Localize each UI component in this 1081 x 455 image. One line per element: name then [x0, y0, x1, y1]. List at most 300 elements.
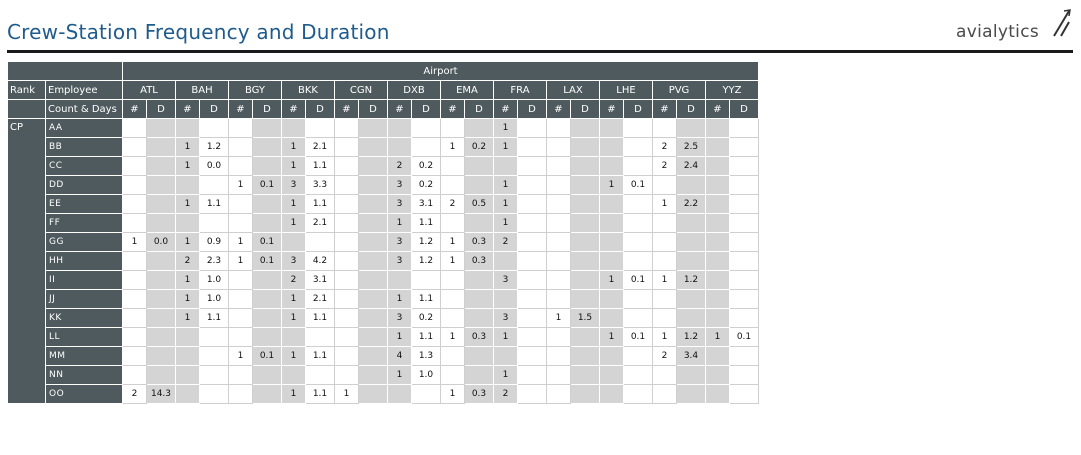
days-cell: [730, 195, 759, 214]
days-cell: [518, 214, 547, 233]
count-cell: [547, 271, 571, 290]
count-cell: 1: [176, 290, 200, 309]
count-cell: [706, 157, 730, 176]
avialytics-logo: [956, 8, 1076, 48]
count-cell: 1: [388, 366, 412, 385]
count-cell: [123, 119, 147, 138]
days-cell: 0.5: [465, 195, 494, 214]
count-column-header: #: [600, 100, 624, 119]
days-cell: [518, 233, 547, 252]
days-cell: [571, 119, 600, 138]
table-row: [8, 252, 759, 271]
days-cell: [677, 366, 706, 385]
days-cell: [253, 366, 282, 385]
days-cell: [359, 328, 388, 347]
days-cell: [147, 290, 176, 309]
days-cell: 0.0: [200, 157, 229, 176]
employee-cell: MM: [46, 347, 123, 366]
count-cell: [388, 119, 412, 138]
days-cell: 1.2: [677, 271, 706, 290]
count-cell: 1: [494, 119, 518, 138]
days-cell: [730, 347, 759, 366]
days-cell: [465, 309, 494, 328]
days-cell: 1.2: [412, 252, 441, 271]
days-cell: 1.1: [306, 309, 335, 328]
days-column-header: D: [465, 100, 494, 119]
days-cell: 1.1: [306, 195, 335, 214]
count-column-header: #: [653, 100, 677, 119]
count-cell: [547, 328, 571, 347]
table-row: [8, 385, 759, 404]
days-cell: 1.1: [200, 309, 229, 328]
table-row: [8, 214, 759, 233]
count-cell: 2: [653, 138, 677, 157]
count-cell: 1: [229, 233, 253, 252]
days-cell: 2.1: [306, 214, 335, 233]
count-cell: [335, 366, 359, 385]
count-cell: [706, 309, 730, 328]
employee-header: Employee: [46, 81, 123, 100]
days-cell: 0.1: [624, 176, 653, 195]
count-cell: [706, 214, 730, 233]
days-cell: 4.2: [306, 252, 335, 271]
days-cell: [730, 252, 759, 271]
days-cell: [147, 195, 176, 214]
count-cell: [176, 214, 200, 233]
rank-subheader-blank: [8, 100, 46, 119]
days-cell: [571, 271, 600, 290]
count-column-header: #: [123, 100, 147, 119]
count-cell: [282, 366, 306, 385]
count-cell: 1: [388, 290, 412, 309]
count-cell: 1: [282, 309, 306, 328]
days-cell: 0.0: [147, 233, 176, 252]
count-column-header: #: [706, 100, 730, 119]
days-cell: [200, 347, 229, 366]
days-cell: [571, 328, 600, 347]
days-cell: 0.1: [253, 176, 282, 195]
count-cell: 1: [441, 328, 465, 347]
count-cell: [547, 385, 571, 404]
count-cell: [547, 252, 571, 271]
days-cell: [412, 271, 441, 290]
logo-text: avialytics: [956, 22, 1039, 42]
days-cell: [677, 309, 706, 328]
count-cell: [123, 252, 147, 271]
count-cell: [547, 233, 571, 252]
count-cell: [600, 290, 624, 309]
days-cell: [306, 366, 335, 385]
count-cell: [441, 157, 465, 176]
count-cell: [176, 328, 200, 347]
count-cell: [335, 309, 359, 328]
days-cell: 14.3: [147, 385, 176, 404]
days-cell: [730, 233, 759, 252]
days-column-header: D: [306, 100, 335, 119]
table-row: [8, 157, 759, 176]
count-cell: [494, 252, 518, 271]
employee-cell: CC: [46, 157, 123, 176]
count-cell: 1: [229, 347, 253, 366]
days-cell: [253, 214, 282, 233]
count-cell: [706, 290, 730, 309]
days-cell: 0.1: [624, 328, 653, 347]
count-cell: [176, 347, 200, 366]
count-cell: [547, 195, 571, 214]
days-cell: [624, 252, 653, 271]
count-cell: 1: [494, 328, 518, 347]
days-cell: [518, 252, 547, 271]
days-cell: [571, 385, 600, 404]
days-cell: [465, 271, 494, 290]
employee-cell: LL: [46, 328, 123, 347]
days-cell: [200, 385, 229, 404]
header-row-measures: [8, 100, 759, 119]
count-cell: 2: [653, 347, 677, 366]
days-cell: [624, 233, 653, 252]
count-cell: [494, 157, 518, 176]
count-cell: 4: [388, 347, 412, 366]
count-column-header: #: [441, 100, 465, 119]
count-cell: 2: [441, 195, 465, 214]
days-cell: 0.1: [253, 347, 282, 366]
days-cell: 1.1: [306, 347, 335, 366]
count-cell: [547, 119, 571, 138]
days-cell: 0.3: [465, 385, 494, 404]
days-cell: [306, 233, 335, 252]
employee-cell: KK: [46, 309, 123, 328]
count-cell: [123, 176, 147, 195]
days-cell: 2.5: [677, 138, 706, 157]
days-cell: 1.1: [306, 385, 335, 404]
days-cell: 0.2: [412, 176, 441, 195]
count-cell: [653, 309, 677, 328]
days-cell: [359, 138, 388, 157]
table-row: [8, 347, 759, 366]
count-cell: [229, 385, 253, 404]
count-cell: 1: [600, 176, 624, 195]
count-cell: 1: [494, 214, 518, 233]
days-cell: [624, 347, 653, 366]
count-cell: [441, 119, 465, 138]
count-cell: [123, 328, 147, 347]
count-cell: 1: [441, 252, 465, 271]
employee-cell: BB: [46, 138, 123, 157]
airport-header: EMA: [441, 81, 494, 100]
days-cell: [253, 138, 282, 157]
days-cell: [677, 176, 706, 195]
count-cell: [653, 366, 677, 385]
days-cell: 1.1: [306, 157, 335, 176]
days-cell: [571, 214, 600, 233]
table-row: [8, 176, 759, 195]
count-cell: 1: [282, 385, 306, 404]
days-cell: [147, 309, 176, 328]
airport-header: ATL: [123, 81, 176, 100]
count-cell: [600, 214, 624, 233]
days-column-header: D: [253, 100, 282, 119]
count-cell: [123, 366, 147, 385]
count-cell: [229, 328, 253, 347]
count-cell: 1: [441, 385, 465, 404]
days-cell: [518, 290, 547, 309]
days-cell: [624, 195, 653, 214]
count-cell: 3: [388, 195, 412, 214]
count-cell: [335, 347, 359, 366]
count-cell: [653, 385, 677, 404]
days-cell: [306, 119, 335, 138]
days-cell: [571, 176, 600, 195]
count-cell: [335, 195, 359, 214]
days-column-header: D: [677, 100, 706, 119]
airport-header: BAH: [176, 81, 229, 100]
count-cell: [229, 309, 253, 328]
count-cell: 2: [494, 385, 518, 404]
employee-cell: HH: [46, 252, 123, 271]
days-cell: [465, 366, 494, 385]
days-cell: [412, 138, 441, 157]
days-cell: [200, 214, 229, 233]
employee-cell: II: [46, 271, 123, 290]
count-cell: [706, 347, 730, 366]
employee-cell: EE: [46, 195, 123, 214]
count-cell: 1: [494, 176, 518, 195]
days-cell: 0.1: [730, 328, 759, 347]
days-cell: [412, 385, 441, 404]
table-row: [8, 309, 759, 328]
days-cell: [571, 195, 600, 214]
count-column-header: #: [335, 100, 359, 119]
count-cell: 3: [282, 252, 306, 271]
days-cell: [730, 176, 759, 195]
count-cell: 1: [176, 195, 200, 214]
days-cell: [253, 309, 282, 328]
count-cell: 3: [388, 309, 412, 328]
days-cell: [730, 157, 759, 176]
days-cell: [518, 138, 547, 157]
days-cell: 0.3: [465, 252, 494, 271]
count-cell: [123, 214, 147, 233]
days-cell: 0.1: [253, 252, 282, 271]
count-cell: 1: [176, 309, 200, 328]
days-cell: [518, 195, 547, 214]
count-cell: 1: [282, 290, 306, 309]
count-cell: [653, 214, 677, 233]
count-cell: 1: [282, 157, 306, 176]
count-cell: 1: [282, 195, 306, 214]
count-cell: [123, 347, 147, 366]
days-cell: 1.5: [571, 309, 600, 328]
days-column-header: D: [624, 100, 653, 119]
count-cell: [547, 176, 571, 195]
count-cell: [653, 176, 677, 195]
count-cell: 1: [653, 328, 677, 347]
days-cell: 1.2: [677, 328, 706, 347]
days-cell: [518, 119, 547, 138]
days-cell: 1.2: [412, 233, 441, 252]
header-row-airports: [8, 81, 759, 100]
count-cell: 1: [441, 233, 465, 252]
days-cell: 3.4: [677, 347, 706, 366]
days-cell: [730, 385, 759, 404]
count-cell: [600, 347, 624, 366]
days-cell: [200, 176, 229, 195]
days-cell: [359, 347, 388, 366]
count-cell: 1: [600, 271, 624, 290]
airport-group-header: Airport: [123, 62, 759, 81]
count-cell: [547, 366, 571, 385]
days-cell: [147, 157, 176, 176]
airport-header: DXB: [388, 81, 441, 100]
days-cell: [677, 385, 706, 404]
days-cell: [359, 214, 388, 233]
count-cell: [441, 290, 465, 309]
days-cell: [465, 157, 494, 176]
days-cell: [465, 290, 494, 309]
days-cell: [359, 385, 388, 404]
count-days-header: Count & Days: [46, 100, 123, 119]
count-cell: [653, 233, 677, 252]
count-cell: [123, 157, 147, 176]
days-cell: 0.3: [465, 328, 494, 347]
count-cell: [176, 385, 200, 404]
days-column-header: D: [359, 100, 388, 119]
count-cell: 2: [282, 271, 306, 290]
days-cell: [518, 309, 547, 328]
days-cell: [359, 119, 388, 138]
count-cell: [388, 271, 412, 290]
count-cell: [176, 366, 200, 385]
count-cell: [653, 119, 677, 138]
count-cell: [335, 214, 359, 233]
airport-header: LAX: [547, 81, 600, 100]
count-cell: [600, 366, 624, 385]
days-cell: 1.1: [200, 195, 229, 214]
count-cell: [706, 252, 730, 271]
airport-header: PVG: [653, 81, 706, 100]
count-cell: [441, 347, 465, 366]
count-cell: [600, 309, 624, 328]
count-cell: [706, 271, 730, 290]
employee-cell: JJ: [46, 290, 123, 309]
days-cell: [571, 290, 600, 309]
days-cell: [306, 328, 335, 347]
count-cell: 1: [494, 366, 518, 385]
days-cell: [571, 347, 600, 366]
count-cell: [123, 309, 147, 328]
days-cell: [730, 290, 759, 309]
count-cell: [600, 157, 624, 176]
days-cell: 2.2: [677, 195, 706, 214]
count-cell: 3: [388, 233, 412, 252]
days-cell: [147, 271, 176, 290]
days-cell: [147, 119, 176, 138]
count-column-header: #: [282, 100, 306, 119]
count-cell: [706, 233, 730, 252]
count-cell: [706, 119, 730, 138]
days-column-header: D: [200, 100, 229, 119]
count-cell: [335, 271, 359, 290]
days-cell: [359, 157, 388, 176]
days-cell: [571, 138, 600, 157]
airport-header: FRA: [494, 81, 547, 100]
count-cell: 3: [388, 252, 412, 271]
airport-header: BGY: [229, 81, 282, 100]
days-cell: [253, 119, 282, 138]
count-cell: [547, 138, 571, 157]
rank-header: Rank: [8, 81, 46, 100]
count-column-header: #: [176, 100, 200, 119]
count-cell: [706, 138, 730, 157]
days-cell: [465, 119, 494, 138]
count-cell: [335, 157, 359, 176]
days-cell: [624, 119, 653, 138]
count-cell: [706, 195, 730, 214]
days-cell: [147, 138, 176, 157]
count-cell: 1: [653, 271, 677, 290]
days-cell: [359, 252, 388, 271]
table-row: [8, 119, 759, 138]
days-cell: [200, 119, 229, 138]
count-cell: [335, 138, 359, 157]
days-column-header: D: [147, 100, 176, 119]
count-cell: [494, 347, 518, 366]
title-rule: [7, 50, 1073, 53]
days-cell: [518, 271, 547, 290]
count-cell: [653, 290, 677, 309]
count-cell: 2: [653, 157, 677, 176]
days-cell: [571, 366, 600, 385]
days-cell: [730, 214, 759, 233]
days-cell: [518, 385, 547, 404]
count-cell: 1: [600, 328, 624, 347]
crew-station-table: [7, 61, 759, 404]
days-cell: [147, 252, 176, 271]
count-cell: 1: [335, 385, 359, 404]
days-cell: [465, 214, 494, 233]
count-cell: 1: [494, 195, 518, 214]
count-cell: [600, 385, 624, 404]
days-cell: [359, 309, 388, 328]
days-cell: [730, 271, 759, 290]
days-cell: [730, 138, 759, 157]
count-column-header: #: [494, 100, 518, 119]
count-cell: 2: [176, 252, 200, 271]
count-cell: [441, 271, 465, 290]
count-cell: [282, 119, 306, 138]
airport-header: YYZ: [706, 81, 759, 100]
days-cell: 0.1: [624, 271, 653, 290]
count-cell: [123, 195, 147, 214]
days-cell: [624, 138, 653, 157]
count-cell: 2: [494, 233, 518, 252]
days-cell: [253, 271, 282, 290]
count-cell: [441, 214, 465, 233]
count-cell: 3: [494, 309, 518, 328]
days-cell: [730, 366, 759, 385]
days-cell: 0.2: [412, 309, 441, 328]
count-cell: 2: [123, 385, 147, 404]
days-cell: [518, 347, 547, 366]
days-cell: [359, 366, 388, 385]
days-cell: [359, 176, 388, 195]
days-cell: [624, 385, 653, 404]
days-cell: [518, 366, 547, 385]
days-cell: [253, 385, 282, 404]
table-row: [8, 271, 759, 290]
days-cell: 2.4: [677, 157, 706, 176]
days-cell: 1.1: [412, 290, 441, 309]
